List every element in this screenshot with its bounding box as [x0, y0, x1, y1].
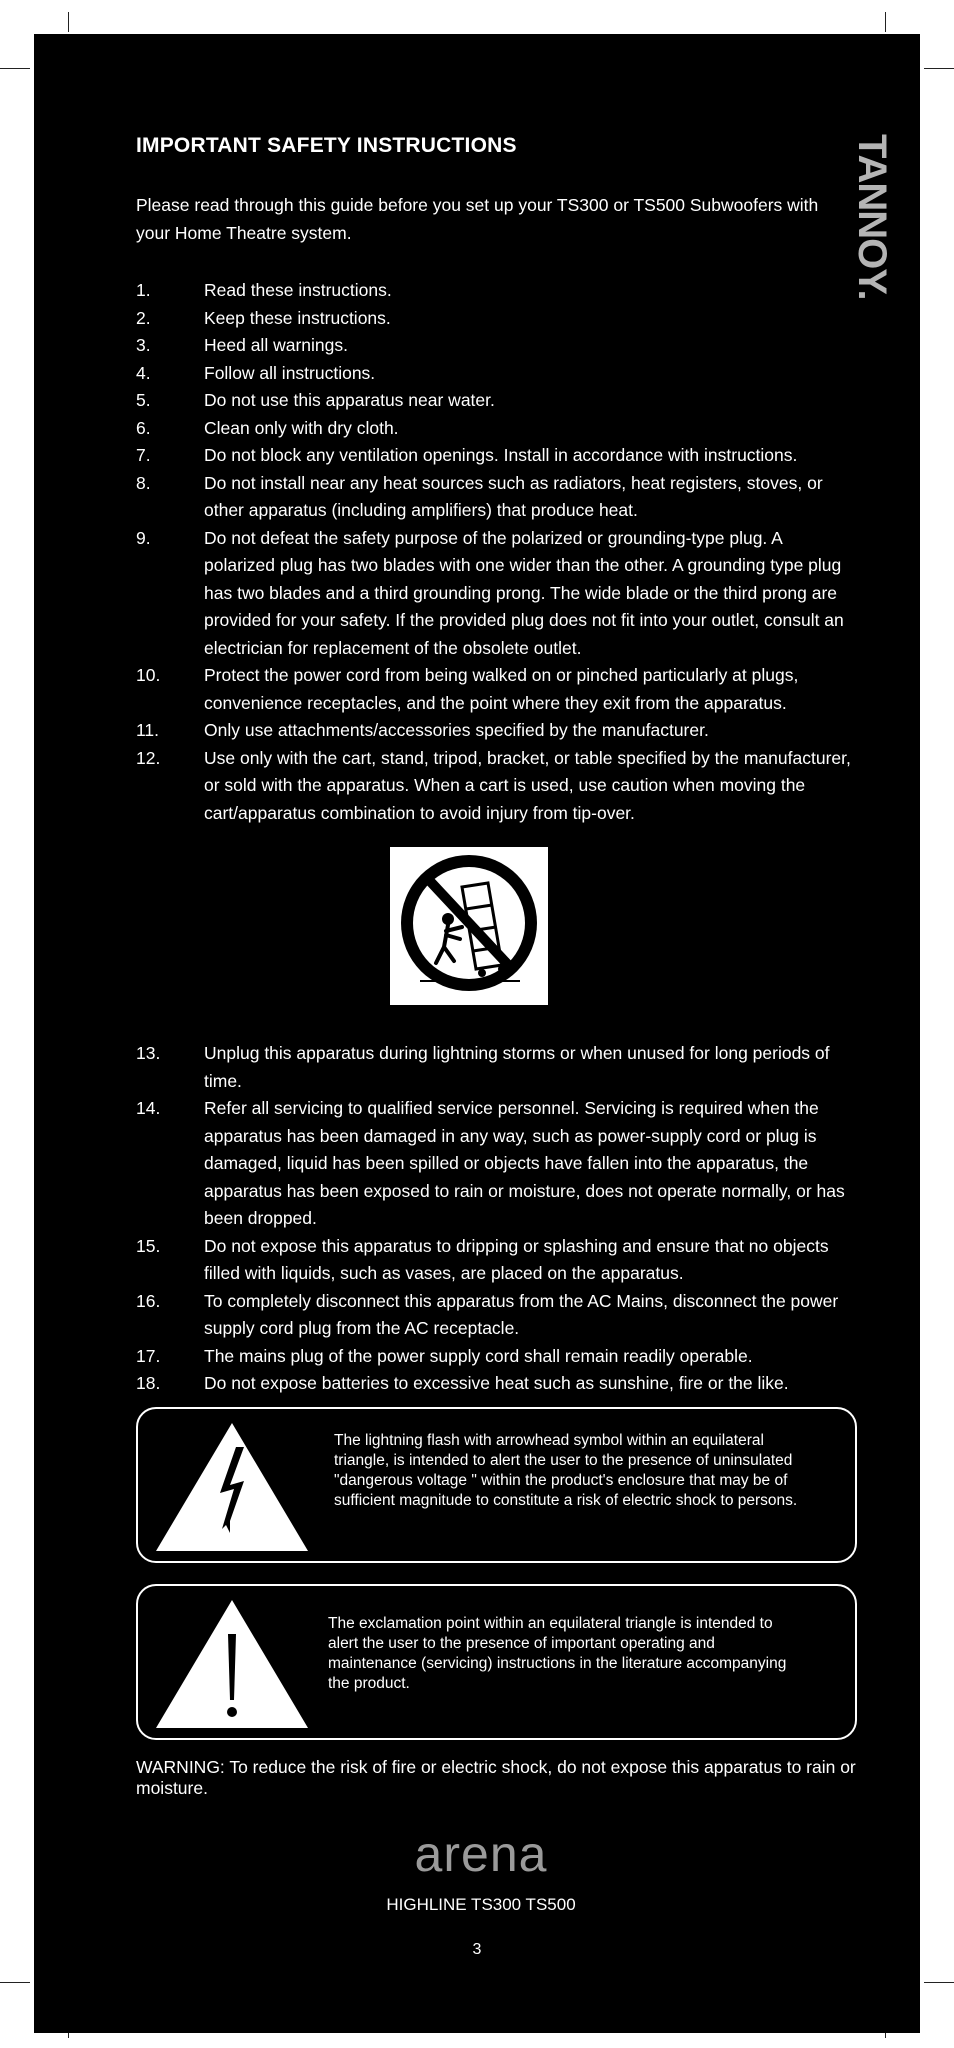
- cart-tipover-warning-image: [390, 847, 548, 1005]
- instruction-number: 12.: [136, 747, 161, 768]
- instruction-text: Only use attachments/accessories specified by the manufacturer.: [204, 720, 709, 740]
- exclamation-warning-text: The exclamation point within an equilateral triangle is intended to alert the user to the presence of important operating and maintenance (servicing) instructions in the literature accompanying the product.: [328, 1615, 787, 1692]
- instruction-text: Refer all servicing to qualified service personnel. Servicing is required when the apparatus has been damaged in any way, such as power-supply cord or plug is damaged, liquid has been spilled or objects have fallen into the apparatus, the apparatus has been exposed to rain or moisture, does not operate normally, or has been dropped.: [204, 1098, 845, 1228]
- instruction-number: 17.: [136, 1345, 161, 1366]
- brand-text: TANNOY.: [850, 134, 894, 300]
- instruction-text: Do not expose this apparatus to dripping or splashing and ensure that no objects filled with liquids, such as vases, are placed on the apparatus.: [204, 1235, 829, 1283]
- crop-mark: [0, 1982, 30, 1983]
- instruction-number: 1.: [136, 280, 151, 300]
- instruction-number: 6.: [136, 417, 151, 438]
- instruction-text: Use only with the cart, stand, tripod, bracket, or table specified by the manufacturer, or sold with the apparatus. When a cart is used, use caution when moving the cart/apparatus combination to avoid injury from tip-over.: [204, 747, 851, 823]
- instruction-item: [136, 1343, 856, 1371]
- instruction-item: [136, 1095, 856, 1233]
- instruction-item: [136, 1288, 856, 1343]
- instruction-number: 13.: [136, 1043, 161, 1063]
- instruction-item: [136, 1040, 856, 1095]
- moisture-warning: WARNING: To reduce the risk of fire or electric shock, do not expose this apparatus to rain or moisture.: [136, 1757, 856, 1798]
- instruction-text: Protect the power cord from being walked on or pinched particularly at plugs, convenience receptacles, and the point where they exit from the apparatus.: [204, 665, 799, 713]
- instruction-number: 16.: [136, 1290, 161, 1311]
- instruction-item: [136, 717, 856, 745]
- instruction-text: Follow all instructions.: [204, 362, 376, 383]
- instruction-number: 7.: [136, 445, 151, 465]
- instruction-text: Do not block any ventilation openings. Install in accordance with instructions.: [204, 445, 798, 465]
- instruction-number: 4.: [136, 362, 151, 383]
- lightning-triangle-icon: [152, 1417, 312, 1557]
- instruction-text: Read these instructions.: [204, 280, 392, 300]
- instruction-item: [136, 745, 856, 828]
- crop-mark: [885, 12, 886, 32]
- lightning-warning-text: The lightning flash with arrowhead symbol within an equilateral triangle, is intended to alert the user to the presence of uninsulated "dangerous voltage " within the product's enclosure that may be of sufficient magnitude to constitute a risk of electric shock to persons.: [334, 1432, 798, 1509]
- instruction-item: [136, 305, 856, 333]
- model-name: [386, 1890, 576, 1916]
- instruction-number: 11.: [136, 720, 160, 740]
- intro-text: Please read through this guide before you set up your TS300 or TS500 Subwoofers with your Home Theatre system.: [136, 195, 819, 243]
- crop-mark: [68, 12, 69, 32]
- crop-mark: [924, 68, 954, 69]
- arena-logo-text: arena: [414, 1827, 548, 1882]
- instruction-number: 10.: [136, 665, 161, 685]
- instruction-number: 5.: [136, 390, 151, 410]
- crop-mark: [0, 68, 30, 69]
- instruction-item: [136, 525, 856, 663]
- instruction-item: [136, 332, 856, 360]
- instruction-item: [136, 1370, 856, 1398]
- instruction-text: Do not use this apparatus near water.: [204, 390, 495, 410]
- page-panel: [34, 34, 920, 2033]
- instruction-number: 8.: [136, 472, 151, 493]
- instruction-item: [136, 387, 856, 415]
- instruction-item: [136, 415, 856, 443]
- instruction-text: To completely disconnect this apparatus from the AC Mains, disconnect the power supply cord plug from the AC receptacle.: [204, 1290, 839, 1338]
- instruction-item: [136, 1233, 856, 1288]
- model-name-text: HIGHLINE TS300 TS500: [386, 1895, 576, 1914]
- instruction-list-2: [136, 1040, 856, 1398]
- instruction-text: Do not expose batteries to excessive heat such as sunshine, fire or the like.: [204, 1373, 789, 1393]
- instruction-text: Do not install near any heat sources such as radiators, heat registers, stoves, or other apparatus (including amplifiers) that produce heat.: [204, 472, 823, 520]
- instruction-item: [136, 442, 856, 470]
- instruction-item: [136, 277, 856, 305]
- exclamation-warning-box: [136, 1584, 857, 1740]
- instruction-text: Clean only with dry cloth.: [204, 417, 399, 438]
- instruction-number: 3.: [136, 335, 151, 355]
- instruction-list-1: [136, 277, 856, 827]
- arena-logo: [386, 1827, 576, 1887]
- instruction-item: [136, 662, 856, 717]
- instruction-number: 14.: [136, 1098, 161, 1118]
- instruction-number: 9.: [136, 527, 151, 548]
- exclamation-triangle-icon: [152, 1594, 312, 1734]
- instruction-text: Keep these instructions.: [204, 307, 391, 328]
- instruction-text: Unplug this apparatus during lightning storms or when unused for long periods of time.: [204, 1043, 830, 1091]
- instruction-text: The mains plug of the power supply cord shall remain readily operable.: [204, 1345, 753, 1366]
- page-number: 3: [472, 1941, 482, 1958]
- instruction-number: 2.: [136, 307, 151, 328]
- instruction-number: 18.: [136, 1373, 161, 1393]
- instruction-text: Heed all warnings.: [204, 335, 348, 355]
- instruction-number: 15.: [136, 1235, 161, 1256]
- page-title: IMPORTANT SAFETY INSTRUCTIONS: [136, 134, 517, 157]
- lightning-warning-box: [136, 1407, 857, 1563]
- instruction-item: [136, 360, 856, 388]
- instruction-item: [136, 470, 856, 525]
- instruction-text: Do not defeat the safety purpose of the polarized or grounding-type plug. A polarized plug has two blades with one wider than the other. A grounding type plug has two blades and a third grounding prong. The wide blade or the third prong are provided for your safety. If the provided plug does not fit into your outlet, consult an electrician for replacement of the obsolete outlet.: [204, 527, 844, 658]
- crop-mark: [924, 1982, 954, 1983]
